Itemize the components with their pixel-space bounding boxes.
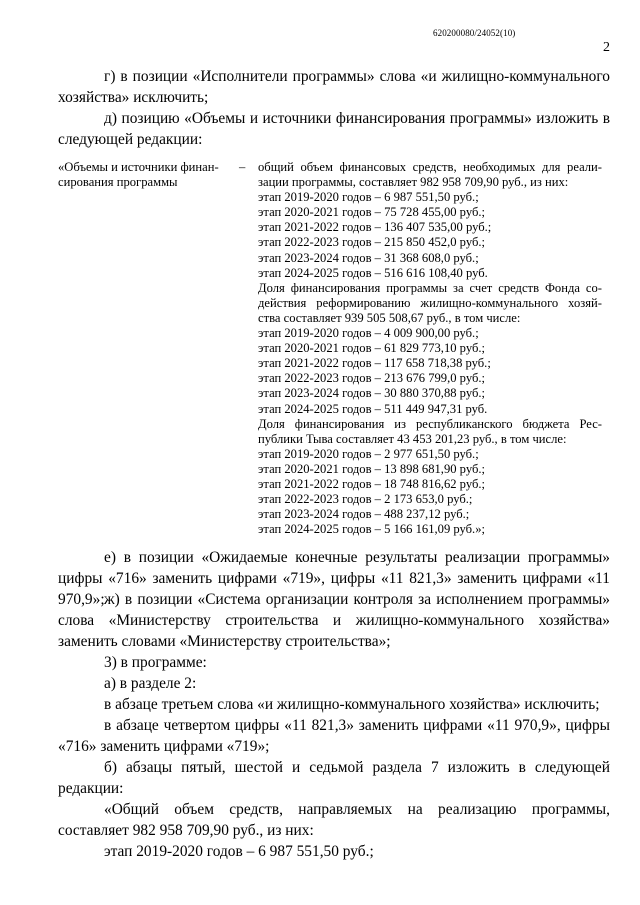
paragraph-zh: ж) в позиции «Система организации контроля за исполнением программы» слова «Министерству строительства и жилищно-коммунального хозяйства» заменить словами «Министерству строительства»;	[58, 591, 610, 650]
table-line: этап 2020-2021 годов – 13 898 681,90 руб.;	[258, 461, 486, 476]
abzac-4: в абзаце четвертом цифры «11 821,3» заменить цифрами «11 970,9», цифры «716» заменить цифрами «719»;	[58, 717, 610, 755]
table-line: этап 2021-2022 годов – 117 658 718,38 руб.;	[258, 356, 491, 371]
table-dash: –	[239, 160, 246, 174]
table-line: публики Тыва составляет 43 453 201,23 руб., в том числе:	[258, 431, 567, 446]
table-right-cell	[258, 160, 602, 537]
table-line: этап 2021-2022 годов – 136 407 535,00 руб.;	[258, 220, 492, 235]
table-line: зации программы, составляет 982 958 709,90 руб., из них:	[258, 175, 569, 190]
item-b: б) абзацы пятый, шестой и седьмой раздела 7 изложить в следующей редакции:	[58, 759, 610, 797]
table-line: этап 2024-2025 годов – 5 166 161,09 руб.»;	[258, 522, 486, 537]
table-line: этап 2021-2022 годов – 18 748 816,62 руб.;	[258, 476, 486, 491]
table-left-cell	[58, 160, 240, 190]
table-line: Доля финансирования программы за счет средств Фонда со-	[258, 280, 602, 295]
table-line: этап 2022-2023 годов – 215 850 452,0 руб.;	[258, 235, 486, 250]
quote-total: «Общий объем средств, направляемых на реализацию программы, составляет 982 958 709,90 руб., из них:	[58, 801, 610, 839]
table-line: этап 2024-2025 годов – 516 616 108,40 руб.	[258, 265, 488, 280]
abzac-3: в абзаце третьем слова «и жилищно-коммунального хозяйства» исключить;	[104, 696, 600, 713]
item-3: 3) в программе:	[104, 654, 207, 671]
table-line: общий объем финансовых средств, необходимых для реали-	[258, 160, 602, 174]
table-line: Доля финансирования из республиканского бюджета Рес-	[258, 416, 602, 431]
table-line: этап 2024-2025 годов – 511 449 947,31 руб.	[258, 401, 488, 416]
stage-line: этап 2019-2020 годов – 6 987 551,50 руб.;	[104, 843, 374, 860]
paragraph-g-line1: г) в позиции «Исполнители программы» слова «и жилищно-коммунального	[104, 68, 610, 85]
paragraph-g-line2: хозяйства» исключить;	[58, 89, 209, 106]
table-line: этап 2023-2024 годов – 31 368 608,0 руб.;	[258, 250, 479, 265]
table-line: этап 2019-2020 годов – 2 977 651,50 руб.;	[258, 446, 479, 461]
page-number: 2	[603, 40, 610, 55]
table-line: этап 2019-2020 годов – 4 009 900,00 руб.;	[258, 326, 479, 341]
paragraph-e: е) в позиции «Ожидаемые конечные результаты реализации программы» цифры «716» заменить цифрами «719», цифры «11 821,3» заменить цифрами «11 970,9»;	[58, 549, 610, 608]
paragraph-d	[58, 108, 610, 150]
table-left-line2: сирования программы	[58, 175, 178, 189]
table-line: этап 2022-2023 годов – 2 173 653,0 руб.;	[258, 492, 473, 507]
table-left-line1: «Объемы и источники финан-	[58, 160, 219, 174]
table-line: этап 2022-2023 годов – 213 676 799,0 руб.;	[258, 371, 486, 386]
table-line: этап 2020-2021 годов – 75 728 455,00 руб.;	[258, 205, 486, 220]
item-a: а) в разделе 2:	[104, 675, 197, 692]
table-line: ства составляет 939 505 508,67 руб., в том числе:	[258, 310, 521, 325]
table-line: этап 2023-2024 годов – 30 880 370,88 руб.;	[258, 386, 486, 401]
document-id: 620200080/24052(10)	[433, 28, 516, 38]
table-line: этап 2020-2021 годов – 61 829 773,10 руб.;	[258, 341, 486, 356]
paragraph-g	[58, 66, 610, 108]
table-line: действия реформированию жилищно-коммунального хозяй-	[258, 295, 602, 310]
paragraph-d-line2: следующей редакции:	[58, 131, 203, 148]
paragraph-d-line1: д) позицию «Объемы и источники финансирования программы» изложить в	[104, 110, 610, 127]
table-line: этап 2019-2020 годов – 6 987 551,50 руб.;	[258, 190, 479, 205]
table-line: этап 2023-2024 годов – 488 237,12 руб.;	[258, 507, 470, 522]
